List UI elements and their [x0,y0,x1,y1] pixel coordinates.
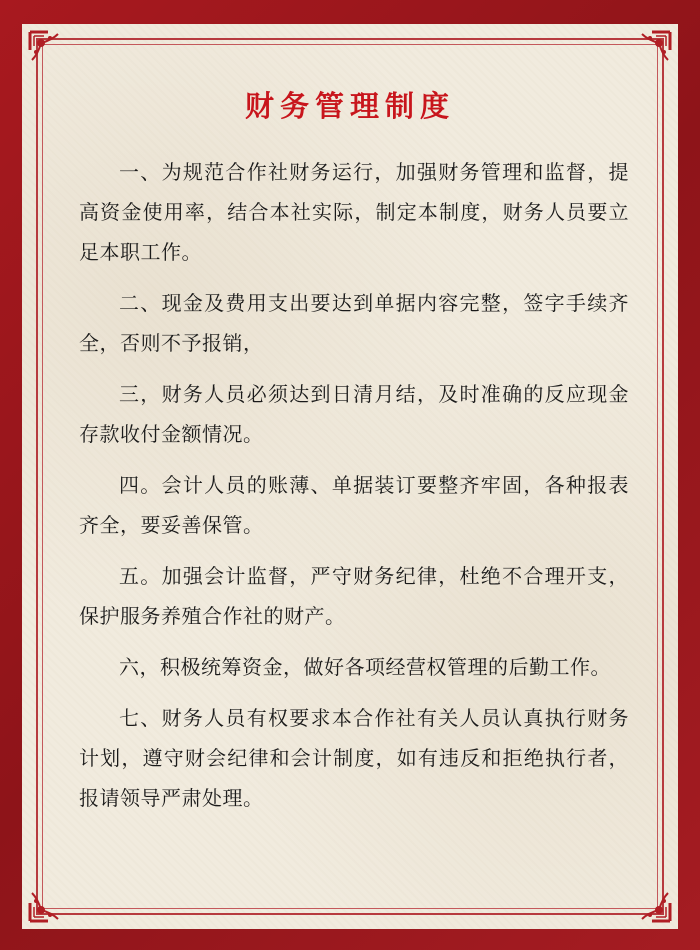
corner-ornament-icon [638,889,672,923]
corner-ornament-icon [28,889,62,923]
corner-ornament-icon [28,30,62,64]
document-body [79,152,629,829]
clause-6: 六，积极统筹资金，做好各项经营权管理的后勤工作。 [119,655,611,679]
clause-2: 二、现金及费用支出要达到单据内容完整，签字手续齐全，否则不予报销， [79,291,629,355]
document-title: 财务管理制度 [244,89,455,123]
corner-ornament-icon [638,30,672,64]
clause-5: 五。加强会计监督，严守财务纪律，杜绝不合理开支，保护服务养殖合作社的财产。 [79,564,629,628]
clause-7: 七、财务人员有权要求本合作社有关人员认真执行财务计划，遵守财会纪律和会计制度，如有违反和拒绝执行者，报请领导严肃处理。 [79,706,629,810]
clause-1: 一、为规范合作社财务运行，加强财务管理和监督，提高资金使用率，结合本社实际，制定本制度，财务人员要立足本职工作。 [79,160,629,264]
clause-4: 四。会计人员的账薄、单据装订要整齐牢固，各种报表齐全，要妥善保管。 [79,473,629,537]
document-panel [22,24,678,929]
clause-3: 三，财务人员必须达到日清月结，及时准确的反应现金存款收付金额情况。 [79,382,629,446]
